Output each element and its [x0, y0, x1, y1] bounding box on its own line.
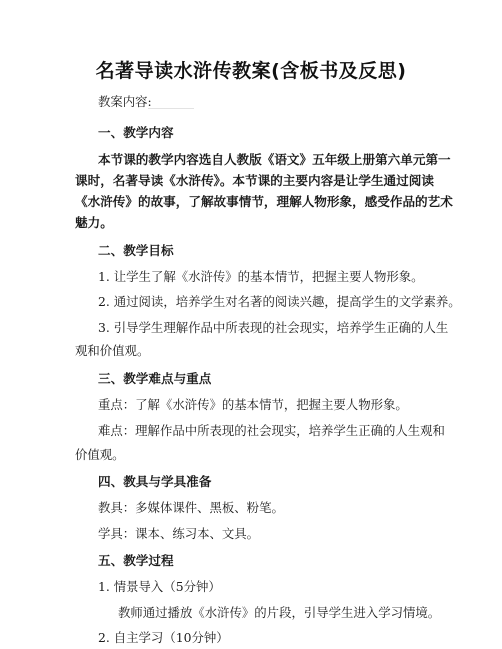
- goal-item: 1. 让学生了解《水浒传》的基本情节，把握主要人物形象。: [98, 269, 424, 284]
- teaching-aids-line: 教具：多媒体课件、黑板、粉笔。: [98, 500, 284, 515]
- goal-item: 2. 通过阅读，培养学生对名著的阅读兴趣，提高学生的文学素养。: [98, 294, 461, 309]
- section-content-line: 本节课的教学内容选自人教版《语文》五年级上册第六单元第一: [98, 152, 451, 167]
- section-heading-goals: 二、教学目标: [98, 243, 174, 258]
- section-content-line: 魅力。: [75, 215, 113, 230]
- goal-item: 3. 引导学生理解作品中所表现的社会现实，培养学生正确的人生: [98, 320, 449, 335]
- section-heading-materials: 四、教具与学具准备: [98, 474, 212, 489]
- process-step-detail: 教师通过播放《水浒传》的片段，引导学生进入学习情境。: [118, 605, 441, 620]
- focus-line: 重点：了解《水浒传》的基本情节，把握主要人物形象。: [98, 397, 408, 412]
- intro-label: 教案内容:: [98, 94, 152, 109]
- document-title: 名著导读水浒传教案(含板书及反思): [95, 60, 407, 82]
- process-step: 2. 自主学习（10分钟）: [98, 630, 229, 645]
- section-heading-process: 五、教学过程: [98, 553, 174, 568]
- section-heading-content: 一、教学内容: [98, 125, 174, 140]
- difficulty-line-continuation: 价值观。: [75, 447, 125, 462]
- student-materials-line: 学具：课本、练习本、文具。: [98, 526, 260, 541]
- section-heading-focus: 三、教学难点与重点: [98, 371, 212, 386]
- process-step: 1. 情景导入（5分钟）: [98, 579, 221, 594]
- intro-divider: [148, 108, 194, 109]
- section-content-line: 课时，名著导读《水浒传》。本节课的主要内容是让学生通过阅读: [75, 173, 434, 188]
- section-content-line: 《水浒传》的故事，了解故事情节，理解人物形象，感受作品的艺术: [75, 194, 453, 209]
- goal-item-continuation: 观和价值观。: [75, 343, 150, 358]
- difficulty-line: 难点：理解作品中所表现的社会现实，培养学生正确的人生观和: [98, 423, 445, 438]
